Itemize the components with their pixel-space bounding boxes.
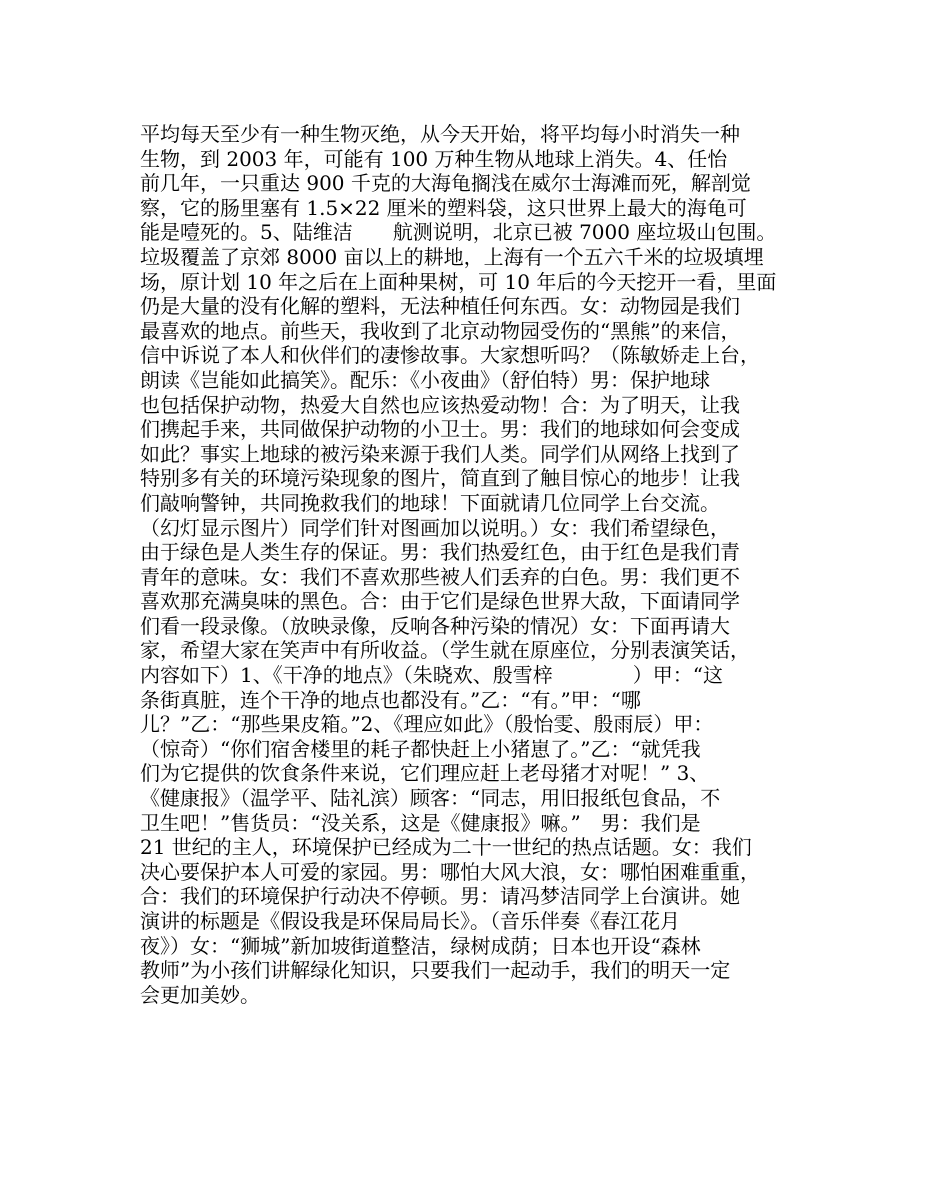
text-line: 特别多有关的环境污染现象的图片，简直到了触目惊心的地步！让我 [140,466,740,491]
text-line: 由于绿色是人类生存的保证。男：我们热爱红色，由于红色是我们青 [140,540,740,565]
text-line: 平均每天至少有一种生物灭绝，从今天开始，将平均每小时消失一种 [140,122,740,146]
text-line: 教师”为小孩们讲解绿化知识，只要我们一起动手，我们的明天一定 [140,958,731,983]
text-line: 垃圾覆盖了京郊 8000 亩以上的耕地，上海有一个五六千米的垃圾填埋 [140,244,764,269]
text-line: 察，它的肠里塞有 1.5×22 厘米的塑料袋，这只世界上最大的海龟可 [140,195,747,220]
text-line: 能是噎死的。5、陆维洁 航测说明，北京已被 7000 座垃圾山包围。 [140,220,777,245]
text-line: 最喜欢的地点。前些天，我收到了北京动物园受伤的“黑熊”的来信， [140,318,741,343]
text-line: 仍是大量的没有化解的塑料，无法种植任何东西。女：动物园是我们 [140,294,740,319]
text-line: 们携起手来，共同做保护动物的小卫士。男：我们的地球如何会变成 [140,417,740,442]
text-line: 朗读《岂能如此搞笑》。配乐：《小夜曲》（舒伯特）男：保护地球 [140,367,710,392]
text-line: 夜》）女：“狮城”新加坡街道整洁，绿树成荫；日本也开设“森林 [140,933,701,958]
text-line: 们敲响警钟，共同挽救我们的地球！下面就请几位同学上台交流。 [140,490,720,515]
text-line: 们看一段录像。（放映录像，反响各种污染的情况）女：下面再请大 [140,613,730,638]
text-line: 决心要保护本人可爱的家园。男：哪怕大风大浪，女：哪怕困难重重， [140,859,760,884]
body-text [140,122,840,1007]
text-line: 21 世纪的主人，环境保护已经成为二十一世纪的热点话题。女：我们 [140,835,752,860]
text-line: 前几年，一只重达 900 千克的大海龟搁浅在威尔士海滩而死，解剖觉 [140,171,751,196]
text-line: 也包括保护动物，热爱大自然也应该热爱动物！合：为了明天，让我 [140,392,740,417]
text-line: 信中诉说了本人和伙伴们的凄惨故事。大家想听吗？（陈敏娇走上台， [140,343,760,368]
text-line: 场，原计划 10 年之后在上面种果树，可 10 年后的今天挖开一看，里面 [140,269,777,294]
text-line: 如此？事实上地球的被污染来源于我们人类。同学们从网络上找到了 [140,441,740,466]
text-line: 合：我们的环境保护行动决不停顿。男：请冯梦洁同学上台演讲。她 [140,884,740,909]
text-line: 生物，到 2003 年，可能有 100 万种生物从地球上消失。4、任怡 [140,146,728,171]
text-line: 《健康报》（温学平、陆礼滨）顾客：“同志，用旧报纸包食品，不 [140,786,721,811]
text-line: 儿？”乙：“那些果皮箱。”2、《理应如此》（殷怡雯、殷雨辰）甲： [140,712,714,737]
text-line: 青年的意味。女：我们不喜欢那些被人们丢弃的白色。男：我们更不 [140,564,740,589]
text-line: 们为它提供的饮食条件来说，它们理应赶上老母猪才对呢！” 3、 [140,761,710,786]
text-line: 会更加美妙。 [140,982,260,1007]
text-line: 条街真脏，连个干净的地点也都没有。”乙：“有。”甲：“哪 [140,687,641,712]
text-line: 内容如下）1、《干净的地点》（朱晓欢、殷雪梓 ）甲：“这 [140,663,723,688]
text-line: 卫生吧！”售货员：“没关系，这是《健康报》嘛。” 男：我们是 [140,810,701,835]
text-line: （惊奇）“你们宿舍楼里的耗子都快赶上小猪崽了。”乙：“就凭我 [140,736,701,761]
text-line: （幻灯显示图片）同学们针对图画加以说明。）女：我们希望绿色， [140,515,730,540]
text-line: 家，希望大家在笑声中有所收益。（学生就在原座位，分别表演笑话， [140,638,750,663]
text-line: 演讲的标题是《假设我是环保局局长》。（音乐伴奏《春江花月 [140,909,680,933]
text-line: 喜欢那充满臭味的黑色。合：由于它们是绿色世界大敌，下面请同学 [140,589,740,614]
